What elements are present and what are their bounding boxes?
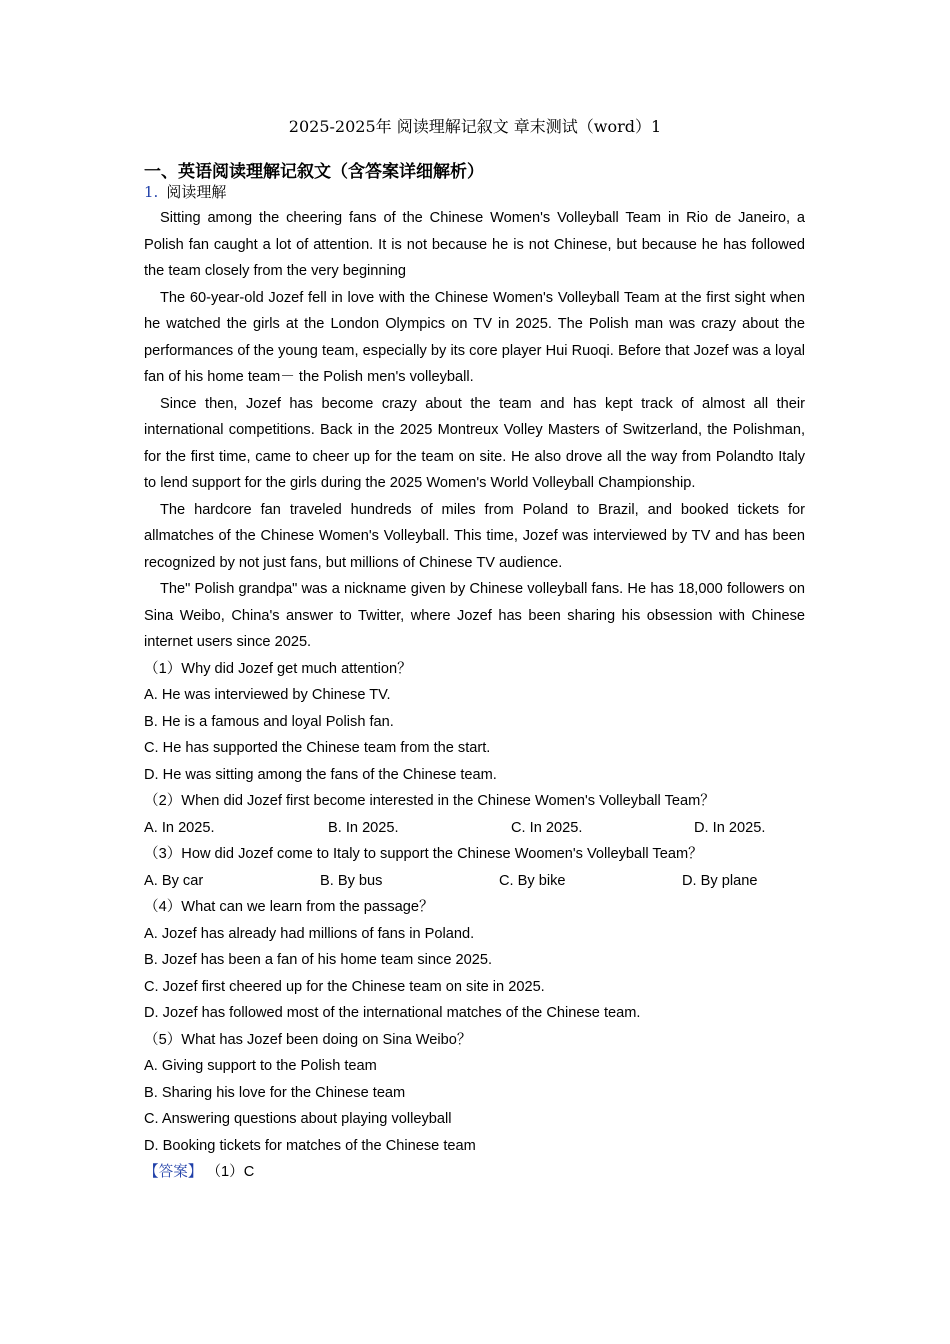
question-type: 阅读理解 — [166, 183, 227, 201]
passage-paragraph: The 60-year-old Jozef fell in love with the Chinese Women's Volleyball Team at the first sight when he watched the girls at the London Olympics on TV in 2025. The Polish man was crazy about the performances of the young team, especially by its core player Hui Ruoqi. Before that Jozef was a loyal fan of his home team－ the Polish men's volleyball. — [144, 289, 805, 385]
section-heading: 一、英语阅读理解记叙文（含答案详细解析） — [144, 162, 484, 182]
answer-option: B. Jozef has been a fan of his home team since 2025. — [144, 952, 493, 968]
answer-option: C. In 2025. — [511, 819, 583, 836]
answer-option: D. In 2025. — [694, 819, 766, 836]
question-stem: （3）How did Jozef come to Italy to support the Chinese Woomen's Volleyball Team？ — [144, 846, 703, 862]
answer-option: A. In 2025. — [144, 819, 215, 836]
answer-tag: 【答案】 — [144, 1163, 203, 1180]
answer-option: C. By bike — [499, 872, 566, 889]
question-body — [144, 205, 805, 1186]
question-number: 1. — [144, 183, 159, 201]
question-header — [144, 181, 226, 203]
answer-options-row — [144, 868, 805, 895]
question-stem: （2）When did Jozef first become interested in the Chinese Women's Volleyball Team？ — [144, 793, 715, 809]
passage-paragraph: The" Polish grandpa" was a nickname given by Chinese volleyball fans. He has 18,000 followers on Sina Weibo, China's answer to Twitter, where Jozef has been sharing his obsession with Chinese internet users since 2025. — [144, 581, 805, 650]
answer-option: B. He is a famous and loyal Polish fan. — [144, 713, 394, 730]
answer-line — [144, 1159, 805, 1186]
answer-option: B. In 2025. — [328, 819, 399, 836]
passage-paragraph: The hardcore fan traveled hundreds of miles from Poland to Brazil, and booked tickets for allmatches of the Chinese Women's Volleyball. This time, Jozef was interviewed by TV and has been recognized by not just fans, but millions of Chinese TV audience. — [144, 501, 805, 571]
answer-option: A. He was interviewed by Chinese TV. — [144, 687, 391, 703]
answer-option: C. Jozef first cheered up for the Chinese team on site in 2025. — [144, 978, 545, 995]
answer-option: B. By bus — [320, 872, 383, 889]
answer-option: A. By car — [144, 872, 204, 889]
answer-option: D. He was sitting among the fans of the Chinese team. — [144, 766, 497, 783]
answer-option: C. He has supported the Chinese team from the start. — [144, 740, 491, 756]
question-stem: （5）What has Jozef been doing on Sina Weibo？ — [144, 1031, 472, 1048]
answer-option: A. Jozef has already had millions of fans in Poland. — [144, 925, 475, 942]
answer-option: D. Booking tickets for matches of the Chinese team — [144, 1137, 476, 1154]
answer-options-row — [144, 815, 805, 842]
passage-paragraph: Sitting among the cheering fans of the Chinese Women's Volleyball Team in Rio de Janeiro, a Polish fan caught a lot of attention. It is not because he is not Chinese, but because he has followed the team closely from the very beginning — [144, 210, 805, 279]
answer-option: B. Sharing his love for the Chinese team — [144, 1084, 406, 1101]
answer-text: （1）C — [206, 1164, 255, 1180]
document-title: 2025-2025年 阅读理解记叙文 章末测试（word）1 — [288, 117, 662, 136]
question-stem: （1）Why did Jozef get much attention？ — [144, 660, 412, 677]
passage-paragraph: Since then, Jozef has become crazy about the team and has kept track of almost all their international competitions. Back in the 2025 Montreux Volley Masters of Switzerland, the Polishman, for the first time, came to cheer up for the team on site. He also drove all the way from Polandto Italy to lend support for the girls during the 2025 Women's World Volleyball Championship. — [144, 395, 805, 491]
answer-option: A. Giving support to the Polish team — [144, 1058, 377, 1074]
answer-option: D. Jozef has followed most of the international matches of the Chinese team. — [144, 1005, 641, 1021]
answer-option: D. By plane — [682, 872, 758, 889]
question-stem: （4）What can we learn from the passage？ — [144, 899, 434, 915]
answer-option: C. Answering questions about playing volleyball — [144, 1111, 452, 1127]
